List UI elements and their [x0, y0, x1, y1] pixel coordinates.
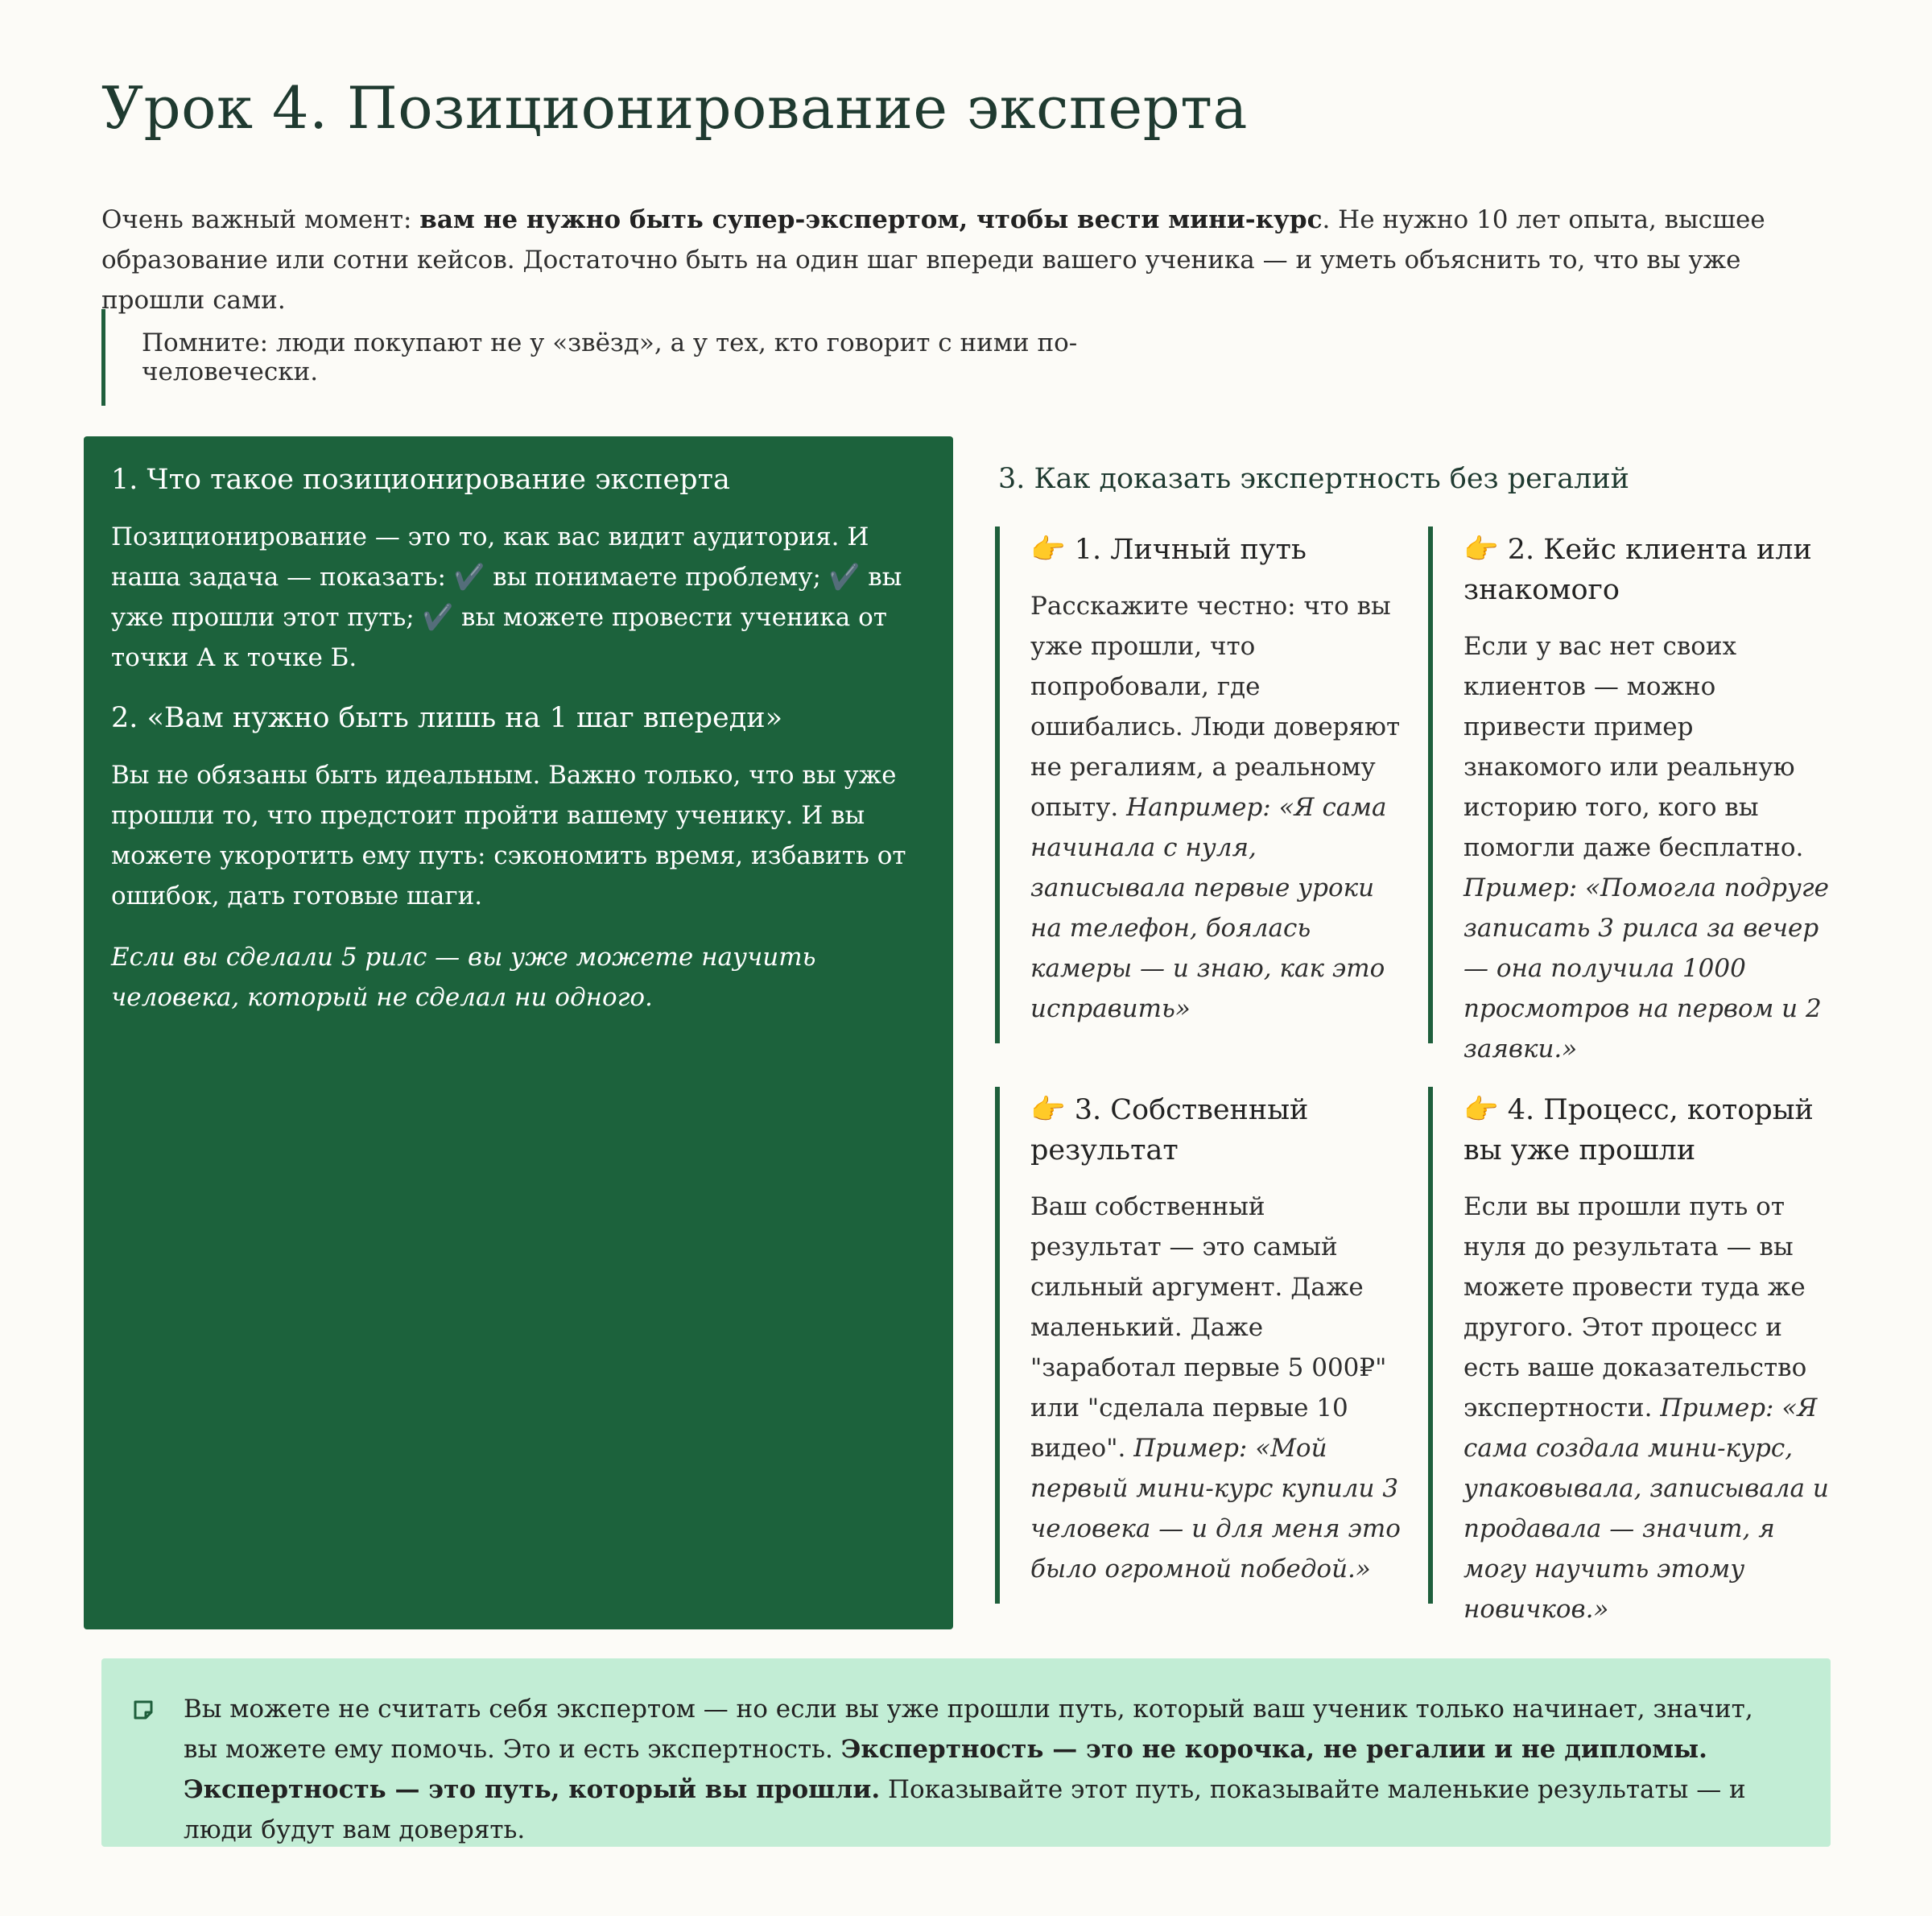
card-p1-item2: вы уже прошли этот путь;: [111, 563, 902, 632]
tip-example: Например: «Я сама начинала с нуля, записывала первые уроки на телефон, боялась камеры — и знаю, как это исправить»: [1030, 793, 1387, 1023]
tip-title-text: 2. Кейс клиента или знакомого: [1463, 534, 1812, 606]
intro-lead: Очень важный момент:: [101, 205, 420, 234]
card-paragraph-1: [111, 517, 926, 678]
tip-text: [1030, 1187, 1401, 1589]
note-icon: [132, 1699, 155, 1721]
intro-paragraph: [101, 200, 1840, 320]
card-heading-1: 1. Что такое позиционирование эксперта: [111, 464, 730, 496]
note-text-b: Показывайте этот путь, показывайте маленькие результаты — и люди будут вам доверять.: [184, 1775, 1746, 1844]
pointing-hand-icon: 👉: [1030, 1094, 1066, 1126]
tip-text: [1030, 586, 1401, 1029]
pointing-hand-icon: 👉: [1463, 534, 1499, 566]
note-text-a: Вы можете не считать себя экспертом — но если вы уже прошли путь, который ваш ученик только начинает, значит, вы можете ему помочь. Это и есть экспертность.: [184, 1695, 1753, 1764]
tip-text: [1463, 626, 1834, 1069]
tip-client-case: [1428, 526, 1839, 1063]
tip-personal-path: [995, 526, 1406, 1043]
card-p1-text: Позиционирование — это то, как вас видит аудитория. И наша задача — показать:: [111, 522, 869, 592]
tip-body: Если у вас нет своих клиентов — можно привести пример знакомого или реальную историю того, кого вы помогли даже бесплатно.: [1463, 632, 1804, 862]
card-p1-item1: вы понимаете проблему;: [485, 563, 829, 592]
note-bold: Экспертность — это не корочка, не регалии и не дипломы. Экспертность — это путь, который вы прошли.: [184, 1735, 1707, 1804]
tip-text: [1463, 1187, 1834, 1629]
tip-process: [1428, 1087, 1839, 1624]
tip-example: Пример: «Я сама создала мини-курс, упаковывала, записывала и продавала — значит, я могу научить этому новичков.»: [1463, 1394, 1829, 1624]
tip-body: Расскажите честно: что вы уже прошли, что попробовали, где ошибались. Люди доверяют не регалиям, а реальному опыту.: [1030, 592, 1401, 822]
tip-example: Пример: «Помогла подруге записать 3 рилса за вечер — она получила 1000 просмотров на первом и 2 заявки.»: [1463, 873, 1829, 1063]
check-icon: ✔️: [453, 563, 485, 592]
tip-title: [1030, 1087, 1401, 1171]
intro-bold: вам не нужно быть супер-экспертом, чтобы вести мини-курс: [419, 205, 1323, 234]
tip-example: Пример: «Мой первый мини-курс купили 3 человека — и для меня это было огромной победой.»: [1030, 1434, 1401, 1584]
tip-own-result: [995, 1087, 1406, 1604]
check-icon: ✔️: [422, 603, 454, 632]
note-text: [184, 1689, 1782, 1850]
card-paragraph-3: Если вы сделали 5 рилс — вы уже можете научить человека, который не сделал ни одного.: [111, 943, 816, 1012]
pointing-hand-icon: 👉: [1463, 1094, 1499, 1126]
tip-body: Если вы прошли путь от нуля до результата — вы можете провести туда же другого. Этот процесс и есть ваше доказательство экспертности.: [1463, 1192, 1807, 1423]
card-p1-item3: вы можете провести ученика от точки А к точке Б.: [111, 603, 887, 672]
card-heading-2: 2. «Вам нужно быть лишь на 1 шаг впереди»: [111, 702, 783, 734]
tip-title: [1030, 526, 1401, 570]
pointing-hand-icon: 👉: [1030, 534, 1066, 566]
quote-block: [101, 309, 1228, 406]
tip-title-text: 1. Личный путь: [1065, 534, 1307, 566]
summary-note: [101, 1658, 1831, 1847]
tip-title: [1463, 526, 1834, 610]
tip-body: Ваш собственный результат — это самый сильный аргумент. Даже маленький. Даже "заработал первые 5 000₽" или "сделала первые 10 видео".: [1030, 1192, 1387, 1463]
intro-rest: . Не нужно 10 лет опыта, высшее образование или сотни кейсов. Достаточно быть на один шаг впереди вашего ученика — и уметь объяснить то, что вы уже прошли сами.: [101, 205, 1765, 315]
tip-title-text: 4. Процесс, который вы уже прошли: [1463, 1094, 1814, 1167]
expertise-heading: 3. Как доказать экспертность без регалий: [998, 463, 1629, 495]
tip-title-text: 3. Собственный результат: [1030, 1094, 1309, 1167]
positioning-card: [84, 436, 953, 1629]
page-title: Урок 4. Позиционирование эксперта: [101, 74, 1248, 142]
card-paragraph-2: Вы не обязаны быть идеальным. Важно только, что вы уже прошли то, что предстоит пройти вашему ученику. И вы можете укоротить ему путь: сэкономить время, избавить от ошибок, дать готовые шаги.: [111, 761, 906, 911]
tip-title: [1463, 1087, 1834, 1171]
quote-text: Помните: люди покупают не у «звёзд», а у тех, кто говорит с ними по-человечески.: [142, 328, 1078, 386]
check-icon: ✔️: [828, 563, 861, 592]
